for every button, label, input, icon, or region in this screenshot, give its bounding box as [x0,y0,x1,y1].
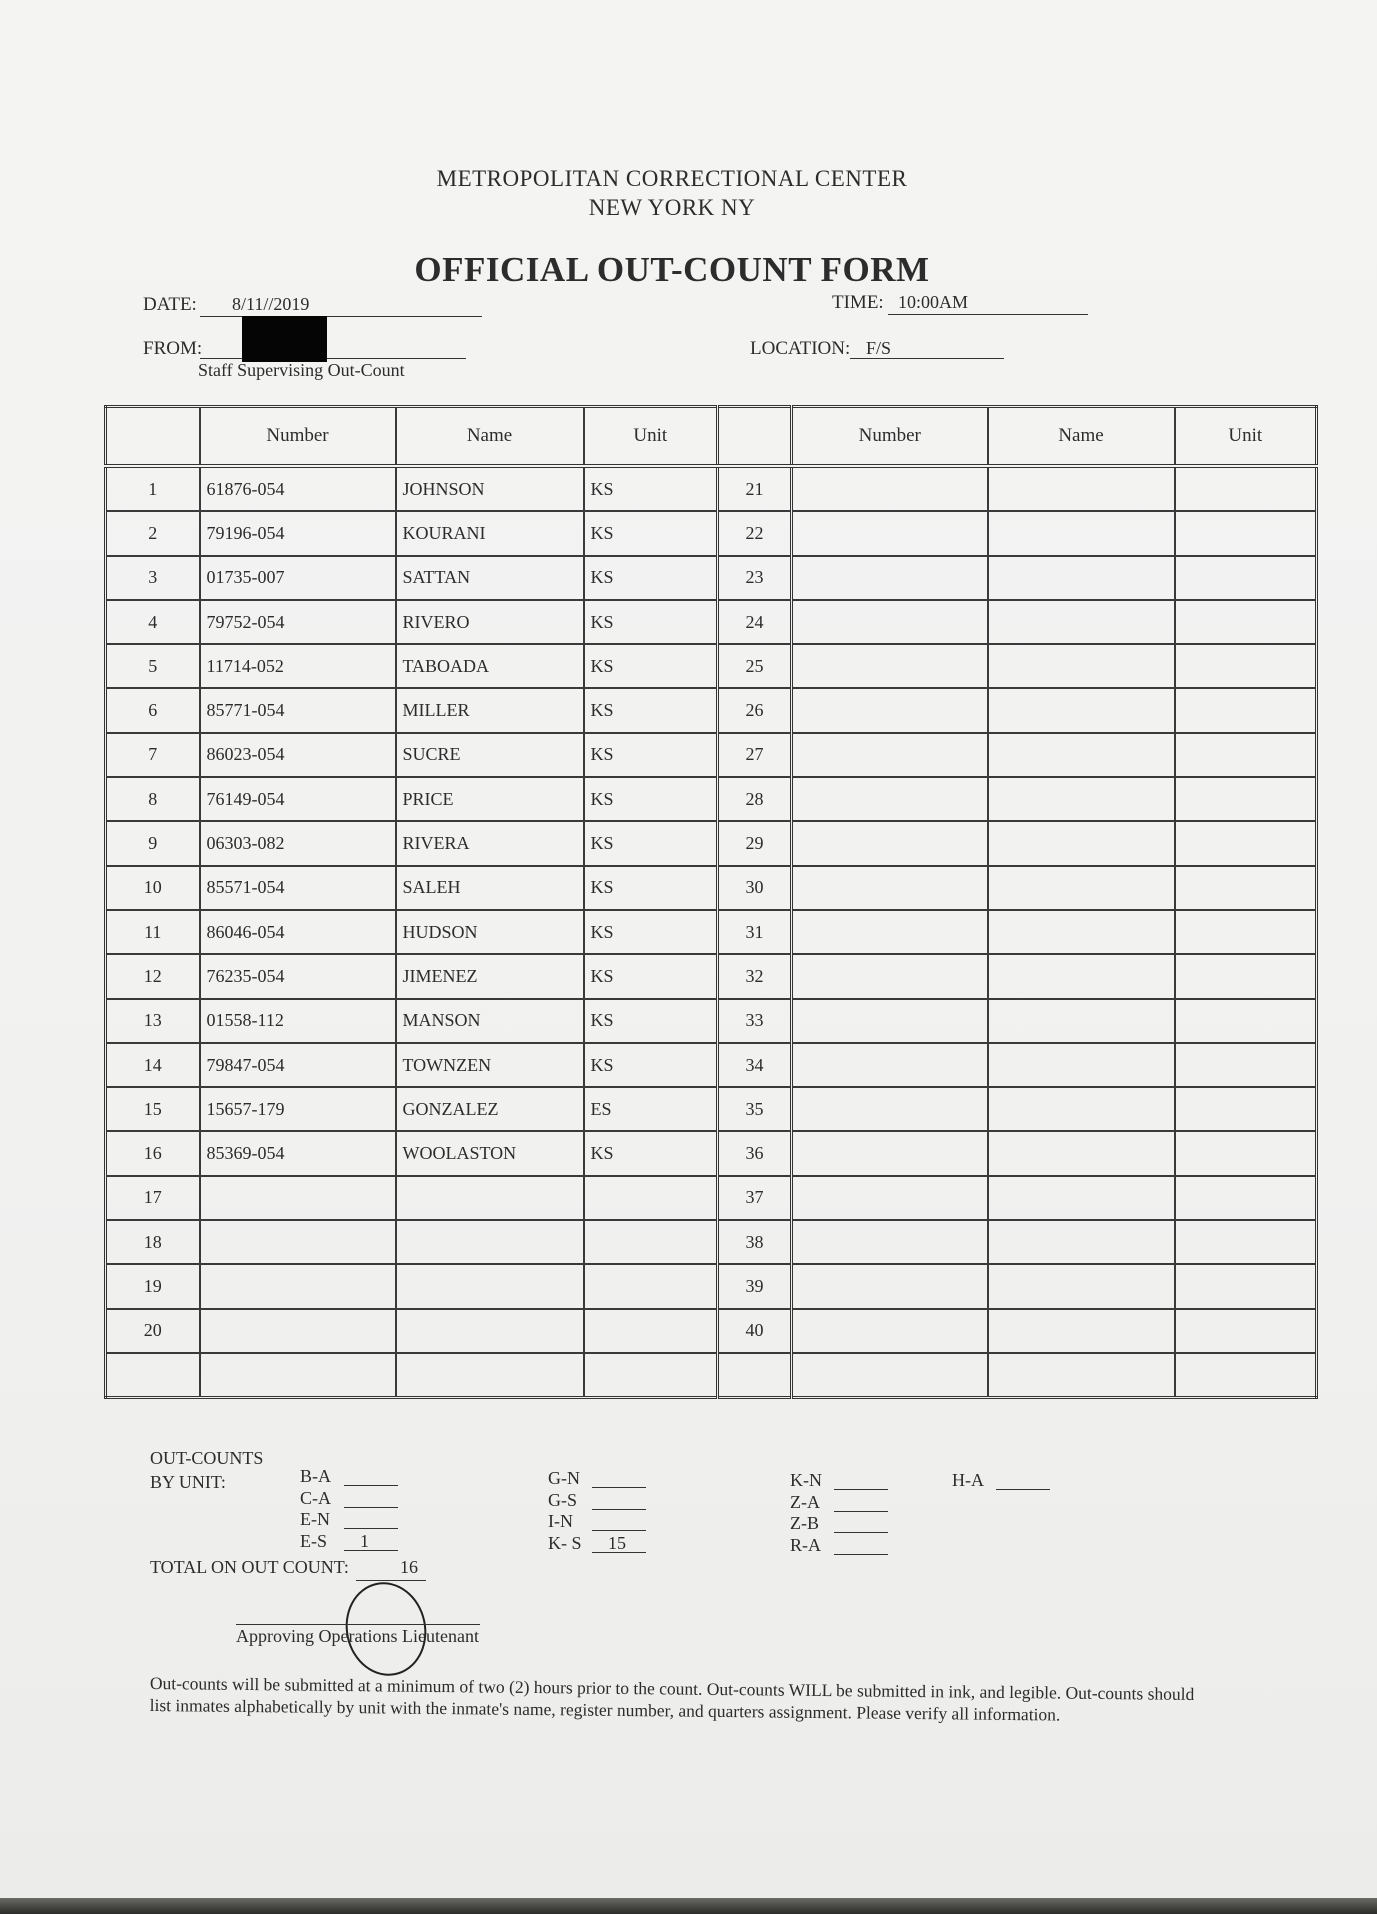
row-index-right: 22 [718,511,792,555]
row-index-right: 40 [718,1309,792,1353]
cell-unit: KS [584,600,718,644]
unit-code: K- S [548,1532,582,1553]
row-index: 11 [106,910,200,954]
row-index: 5 [106,644,200,688]
unit-code: R-A [790,1534,821,1555]
row-index: 6 [106,688,200,732]
cell-name: RIVERA [396,821,584,865]
row-index: 2 [106,511,200,555]
cell-unit: KS [584,777,718,821]
cell-number: 85571-054 [200,866,396,910]
cell-name: SALEH [396,866,584,910]
table-row [106,1087,1317,1131]
cell-unit: KS [584,1043,718,1087]
cell-number: 79196-054 [200,511,396,555]
cell-unit-right [1175,866,1317,910]
table-row [106,600,1317,644]
cell-number-right [792,1309,988,1353]
cell-number-right [792,910,988,954]
header-number-left: Number [200,407,396,467]
row-index-right: 26 [718,688,792,732]
cell-unit: KS [584,466,718,511]
header-number-right: Number [792,407,988,467]
cell-unit: KS [584,954,718,998]
cell-number-right [792,999,988,1043]
cell-unit: KS [584,556,718,600]
cell-name-right [988,1220,1175,1264]
header-index-right [718,407,792,467]
cell-number: 79752-054 [200,600,396,644]
cell-name-right [988,1264,1175,1308]
row-index: 16 [106,1131,200,1175]
cell-unit-right [1175,1131,1317,1175]
time-label: TIME: [832,292,884,313]
cell-number-right [792,1220,988,1264]
cell-unit [584,1353,718,1398]
cell-name-right [988,954,1175,998]
cell-unit: KS [584,688,718,732]
cell-name-right [988,999,1175,1043]
cell-name-right [988,688,1175,732]
cell-name [396,1220,584,1264]
cell-name [396,1309,584,1353]
table-row [106,688,1317,732]
cell-unit-right [1175,999,1317,1043]
table-row [106,1309,1317,1353]
cell-number [200,1176,396,1220]
unit-count-underline [592,1530,646,1531]
cell-name-right [988,466,1175,511]
cell-unit: KS [584,910,718,954]
cell-name-right [988,821,1175,865]
table-row [106,999,1317,1043]
scan-edge-shadow [0,1898,1377,1914]
table-row [106,1220,1317,1264]
cell-name: JOHNSON [396,466,584,511]
cell-name: KOURANI [396,511,584,555]
location-value: F/S [866,338,892,358]
cell-name: GONZALEZ [396,1087,584,1131]
row-index-right: 36 [718,1131,792,1175]
unit-code: E-N [300,1509,330,1529]
cell-unit-right [1175,644,1317,688]
cell-name [396,1264,584,1308]
unit-count-underline [344,1550,398,1551]
cell-unit [584,1309,718,1353]
total-label: TOTAL ON OUT COUNT: [150,1557,349,1577]
cell-unit-right [1175,466,1317,511]
cell-unit-right [1175,511,1317,555]
out-count-table [104,405,1318,1399]
row-index-right: 23 [718,556,792,600]
cell-number-right [792,644,988,688]
row-index-right: 34 [718,1043,792,1087]
cell-name [396,1353,584,1398]
row-index-right: 29 [718,821,792,865]
table-row [106,733,1317,777]
location-label: LOCATION: [750,338,851,359]
cell-name: HUDSON [396,910,584,954]
row-index: 14 [106,1043,200,1087]
row-index-right: 33 [718,999,792,1043]
cell-unit: KS [584,644,718,688]
cell-number-right [792,1043,988,1087]
table-row [106,777,1317,821]
table-row [106,1043,1317,1087]
cell-number: 61876-054 [200,466,396,511]
cell-name: TABOADA [396,644,584,688]
cell-name: JIMENEZ [396,954,584,998]
cell-number [200,1220,396,1264]
cell-number: 15657-179 [200,1087,396,1131]
approver-underline [236,1624,480,1625]
outcounts-label: OUT-COUNTS [150,1448,264,1468]
header-name-right: Name [988,407,1175,467]
form-title: OFFICIAL OUT-COUNT FORM [414,250,930,289]
cell-unit: KS [584,999,718,1043]
row-index-right [718,1353,792,1398]
cell-name-right [988,1176,1175,1220]
from-underline [200,358,466,359]
from-label: FROM: [143,338,203,359]
cell-name-right [988,866,1175,910]
date-label: DATE: [143,294,197,315]
unit-count-underline [996,1489,1050,1490]
cell-unit-right [1175,600,1317,644]
cell-unit-right [1175,1176,1317,1220]
cell-number-right [792,777,988,821]
cell-unit [584,1176,718,1220]
cell-number-right [792,1087,988,1131]
table-row [106,1176,1317,1220]
time-value: 10:00AM [898,292,969,312]
unit-code: C-A [300,1487,331,1508]
cell-number-right [792,954,988,998]
total-underline [356,1580,426,1581]
cell-name [396,1176,584,1220]
cell-unit: ES [584,1087,718,1131]
cell-unit: KS [584,821,718,865]
table-row [106,1131,1317,1175]
cell-name-right [988,1309,1175,1353]
row-index-right: 38 [718,1220,792,1264]
cell-number [200,1264,396,1308]
unit-count-value: 15 [608,1532,626,1553]
cell-name: WOOLASTON [396,1131,584,1175]
row-index: 4 [106,600,200,644]
by-unit-label: BY UNIT: [150,1472,226,1492]
cell-unit-right [1175,777,1317,821]
cell-number [200,1309,396,1353]
row-index-right: 31 [718,910,792,954]
unit-count-underline [344,1507,398,1508]
header-unit-left: Unit [584,407,718,467]
cell-number: 76235-054 [200,954,396,998]
cell-number: 76149-054 [200,777,396,821]
cell-name: RIVERO [396,600,584,644]
cell-number-right [792,1176,988,1220]
row-index: 17 [106,1176,200,1220]
cell-unit-right [1175,733,1317,777]
cell-number-right [792,1264,988,1308]
unit-code: Z-B [790,1513,819,1533]
cell-number: 86023-054 [200,733,396,777]
cell-name: MANSON [396,999,584,1043]
unit-count-underline [592,1487,646,1488]
table-row [106,1353,1317,1398]
cell-unit: KS [584,1131,718,1175]
cell-name-right [988,511,1175,555]
cell-number: 79847-054 [200,1043,396,1087]
cell-number-right [792,866,988,910]
table-row [106,866,1317,910]
cell-number-right [792,466,988,511]
table-row [106,466,1317,511]
approver-caption: Approving Operations Lieutenant [236,1626,479,1646]
table-row [106,1264,1317,1308]
row-index-right: 32 [718,954,792,998]
table-row [106,556,1317,600]
cell-number: 06303-082 [200,821,396,865]
cell-unit: KS [584,511,718,555]
table-row [106,954,1317,998]
cell-number-right [792,688,988,732]
cell-number-right [792,1353,988,1398]
unit-count-underline [344,1485,398,1486]
cell-number: 11714-052 [200,644,396,688]
unit-code: I-N [548,1511,573,1531]
instructions-note: Out-counts will be submitted at a minimum of two (2) hours prior to the count. Out-counts WILL be submitted in ink, and legible. Out-counts should list inmates alphabetically by unit with the inmate's name, register number, and quarters assignment. Please verify all information. [149,1673,1195,1725]
cell-unit-right [1175,1043,1317,1087]
row-index [106,1353,200,1398]
cell-name-right [988,556,1175,600]
cell-name-right [988,600,1175,644]
row-index: 18 [106,1220,200,1264]
table-row [106,644,1317,688]
cell-unit: KS [584,733,718,777]
cell-name-right [988,1353,1175,1398]
row-index-right: 35 [718,1087,792,1131]
cell-unit [584,1220,718,1264]
cell-unit-right [1175,1264,1317,1308]
row-index-right: 21 [718,466,792,511]
cell-number-right [792,733,988,777]
cell-name-right [988,644,1175,688]
cell-unit-right [1175,1309,1317,1353]
row-index: 10 [106,866,200,910]
row-index: 12 [106,954,200,998]
cell-number-right [792,821,988,865]
unit-code: G-S [548,1489,578,1510]
unit-code: Z-A [790,1491,820,1512]
cell-unit-right [1175,910,1317,954]
cell-name: MILLER [396,688,584,732]
time-underline [888,314,1088,315]
cell-name-right [988,1131,1175,1175]
table-header-row [106,407,1317,467]
cell-unit-right [1175,556,1317,600]
cell-name: SATTAN [396,556,584,600]
row-index: 13 [106,999,200,1043]
row-index: 7 [106,733,200,777]
cell-number: 86046-054 [200,910,396,954]
row-index-right: 28 [718,777,792,821]
row-index-right: 25 [718,644,792,688]
table-row [106,511,1317,555]
row-index: 15 [106,1087,200,1131]
row-index-right: 37 [718,1176,792,1220]
cell-name: TOWNZEN [396,1043,584,1087]
row-index: 9 [106,821,200,865]
cell-unit-right [1175,1220,1317,1264]
institution-name: METROPOLITAN CORRECTIONAL CENTER [436,166,908,191]
row-index-right: 27 [718,733,792,777]
cell-number: 85369-054 [200,1131,396,1175]
row-index-right: 30 [718,866,792,910]
unit-count-underline [344,1528,398,1529]
unit-count-value: 1 [360,1530,369,1551]
cell-unit: KS [584,866,718,910]
cell-name-right [988,910,1175,954]
cell-unit-right [1175,1353,1317,1398]
table-row [106,910,1317,954]
header-unit-right: Unit [1175,407,1317,467]
cell-number: 85771-054 [200,688,396,732]
unit-code: H-A [952,1470,984,1490]
row-index: 1 [106,466,200,511]
cell-name-right [988,777,1175,821]
cell-name-right [988,1087,1175,1131]
cell-name-right [988,1043,1175,1087]
cell-number: 01558-112 [200,999,396,1043]
unit-count-underline [834,1532,888,1533]
row-index: 19 [106,1264,200,1308]
cell-number-right [792,1131,988,1175]
cell-name: SUCRE [396,733,584,777]
table-row [106,821,1317,865]
row-index: 20 [106,1309,200,1353]
cell-number-right [792,600,988,644]
unit-count-underline [834,1511,888,1512]
cell-unit-right [1175,954,1317,998]
cell-name: PRICE [396,777,584,821]
from-caption: Staff Supervising Out-Count [198,360,405,380]
cell-unit-right [1175,688,1317,732]
cell-unit-right [1175,1087,1317,1131]
unit-count-underline [592,1509,646,1510]
row-index: 3 [106,556,200,600]
institution-location: NEW YORK NY [588,195,756,220]
cell-number-right [792,556,988,600]
total-value: 16 [400,1557,418,1577]
cell-number: 01735-007 [200,556,396,600]
unit-count-underline [834,1489,888,1490]
unit-code: G-N [548,1468,580,1488]
unit-count-underline [834,1554,888,1555]
cell-unit [584,1264,718,1308]
redaction-block [242,316,327,362]
date-value: 8/11//2019 [232,294,310,314]
cell-number-right [792,511,988,555]
cell-unit-right [1175,821,1317,865]
unit-code: K-N [790,1470,822,1490]
row-index: 8 [106,777,200,821]
row-index-right: 39 [718,1264,792,1308]
cell-name-right [988,733,1175,777]
cell-number [200,1353,396,1398]
header-name-left: Name [396,407,584,467]
unit-code: E-S [300,1530,327,1551]
row-index-right: 24 [718,600,792,644]
unit-code: B-A [300,1466,331,1486]
header-index-left [106,407,200,467]
